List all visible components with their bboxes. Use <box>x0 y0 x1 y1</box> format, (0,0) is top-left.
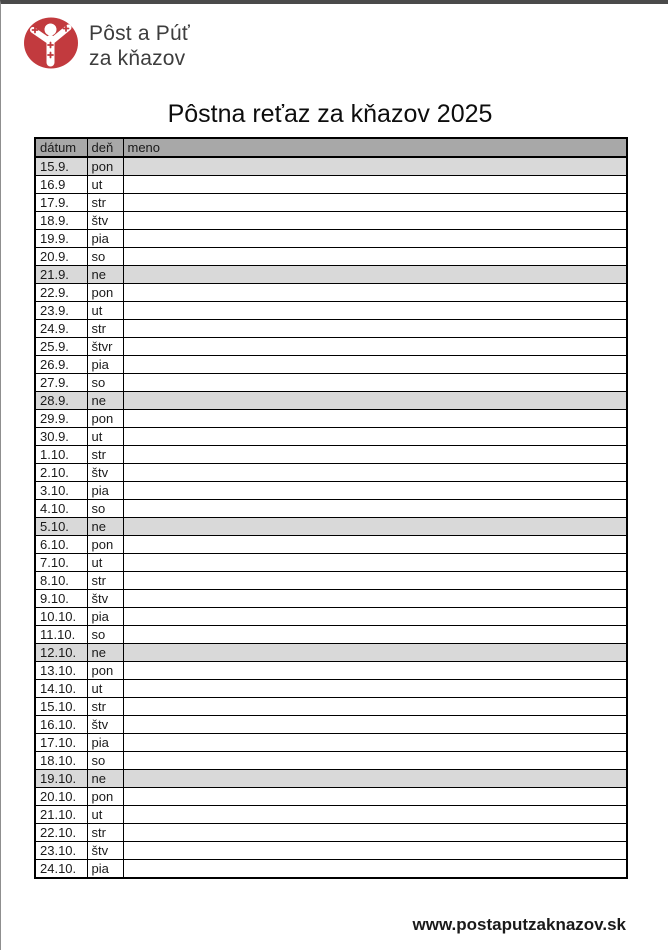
table-row <box>35 248 627 266</box>
day-cell: pia <box>87 734 123 752</box>
name-cell <box>123 590 627 608</box>
day-cell: str <box>87 824 123 842</box>
name-cell <box>123 157 627 176</box>
table-row <box>35 860 627 879</box>
name-cell <box>123 194 627 212</box>
table-row <box>35 212 627 230</box>
day-cell: ut <box>87 806 123 824</box>
day-cell: štv <box>87 464 123 482</box>
date-cell: 17.9. <box>35 194 87 212</box>
date-cell: 18.9. <box>35 212 87 230</box>
date-cell: 11.10. <box>35 626 87 644</box>
date-cell: 22.9. <box>35 284 87 302</box>
date-cell: 16.9 <box>35 176 87 194</box>
day-cell: pia <box>87 356 123 374</box>
table-row <box>35 626 627 644</box>
table-row <box>35 392 627 410</box>
date-cell: 21.9. <box>35 266 87 284</box>
day-cell: ut <box>87 554 123 572</box>
table-row <box>35 662 627 680</box>
table-row <box>35 518 627 536</box>
day-cell: ut <box>87 302 123 320</box>
name-cell <box>123 860 627 879</box>
table-row <box>35 824 627 842</box>
logo-line-2: za kňazov <box>89 46 186 70</box>
day-cell: ut <box>87 428 123 446</box>
day-cell: str <box>87 320 123 338</box>
page-title: Pôstna reťaz za kňazov 2025 <box>167 100 493 128</box>
day-cell: so <box>87 374 123 392</box>
day-cell: ne <box>87 392 123 410</box>
date-cell: 10.10. <box>35 608 87 626</box>
table-row <box>35 590 627 608</box>
date-cell: 29.9. <box>35 410 87 428</box>
day-cell: pon <box>87 410 123 428</box>
day-cell: str <box>87 446 123 464</box>
day-cell: štv <box>87 716 123 734</box>
table-row <box>35 356 627 374</box>
day-cell: str <box>87 572 123 590</box>
table-row <box>35 410 627 428</box>
day-cell: so <box>87 500 123 518</box>
day-cell: pia <box>87 608 123 626</box>
name-cell <box>123 374 627 392</box>
date-cell: 13.10. <box>35 662 87 680</box>
day-cell: štvr <box>87 338 123 356</box>
name-cell <box>123 662 627 680</box>
name-cell <box>123 230 627 248</box>
date-cell: 15.10. <box>35 698 87 716</box>
date-cell: 3.10. <box>35 482 87 500</box>
table-row <box>35 806 627 824</box>
priest-figure-icon <box>23 16 79 75</box>
name-cell <box>123 338 627 356</box>
table-row <box>35 608 627 626</box>
table-row <box>35 320 627 338</box>
name-cell <box>123 392 627 410</box>
table-row <box>35 482 627 500</box>
date-cell: 23.10. <box>35 842 87 860</box>
name-cell <box>123 770 627 788</box>
name-cell <box>123 644 627 662</box>
name-cell <box>123 824 627 842</box>
date-cell: 28.9. <box>35 392 87 410</box>
day-cell: ne <box>87 518 123 536</box>
day-cell: ut <box>87 176 123 194</box>
column-header-meno: meno <box>123 138 627 157</box>
day-cell: pon <box>87 284 123 302</box>
date-cell: 24.10. <box>35 860 87 879</box>
day-cell: so <box>87 752 123 770</box>
name-cell <box>123 752 627 770</box>
name-cell <box>123 266 627 284</box>
day-cell: pon <box>87 157 123 176</box>
table-row <box>35 716 627 734</box>
date-cell: 2.10. <box>35 464 87 482</box>
name-cell <box>123 572 627 590</box>
date-cell: 15.9. <box>35 157 87 176</box>
name-cell <box>123 410 627 428</box>
date-cell: 30.9. <box>35 428 87 446</box>
day-cell: pon <box>87 536 123 554</box>
name-cell <box>123 608 627 626</box>
date-cell: 19.9. <box>35 230 87 248</box>
name-cell <box>123 680 627 698</box>
name-cell <box>123 734 627 752</box>
logo-line-1: Pôst a Púť <box>89 21 190 45</box>
date-cell: 7.10. <box>35 554 87 572</box>
name-cell <box>123 536 627 554</box>
table-row <box>35 194 627 212</box>
day-cell: ne <box>87 644 123 662</box>
name-cell <box>123 698 627 716</box>
date-cell: 14.10. <box>35 680 87 698</box>
date-cell: 19.10. <box>35 770 87 788</box>
table-row <box>35 770 627 788</box>
table-row <box>35 302 627 320</box>
date-cell: 16.10. <box>35 716 87 734</box>
name-cell <box>123 806 627 824</box>
logo-wordmark <box>89 21 190 71</box>
day-cell: str <box>87 194 123 212</box>
table-row <box>35 842 627 860</box>
name-cell <box>123 284 627 302</box>
date-cell: 5.10. <box>35 518 87 536</box>
name-cell <box>123 176 627 194</box>
table-row <box>35 680 627 698</box>
table-row <box>35 230 627 248</box>
date-cell: 1.10. <box>35 446 87 464</box>
date-cell: 21.10. <box>35 806 87 824</box>
date-cell: 22.10. <box>35 824 87 842</box>
table-row <box>35 338 627 356</box>
table-row <box>35 157 627 176</box>
date-cell: 25.9. <box>35 338 87 356</box>
day-cell: pia <box>87 230 123 248</box>
name-cell <box>123 842 627 860</box>
table-row <box>35 500 627 518</box>
day-cell: pia <box>87 482 123 500</box>
table-row <box>35 374 627 392</box>
date-cell: 9.10. <box>35 590 87 608</box>
day-cell: str <box>87 698 123 716</box>
date-cell: 23.9. <box>35 302 87 320</box>
footer-website-url: www.postaputzaknazov.sk <box>412 915 626 934</box>
table-row <box>35 698 627 716</box>
table-header-row <box>35 138 627 157</box>
date-cell: 26.9. <box>35 356 87 374</box>
day-cell: ne <box>87 770 123 788</box>
date-cell: 18.10. <box>35 752 87 770</box>
date-cell: 8.10. <box>35 572 87 590</box>
date-cell: 20.9. <box>35 248 87 266</box>
date-cell: 17.10. <box>35 734 87 752</box>
name-cell <box>123 554 627 572</box>
day-cell: pon <box>87 662 123 680</box>
table-row <box>35 644 627 662</box>
table-row <box>35 788 627 806</box>
name-cell <box>123 482 627 500</box>
table-row <box>35 176 627 194</box>
date-cell: 20.10. <box>35 788 87 806</box>
name-cell <box>123 518 627 536</box>
day-cell: ne <box>87 266 123 284</box>
table-row <box>35 464 627 482</box>
date-cell: 12.10. <box>35 644 87 662</box>
name-cell <box>123 446 627 464</box>
column-header-datum: dátum <box>35 138 87 157</box>
name-cell <box>123 212 627 230</box>
name-cell <box>123 248 627 266</box>
day-cell: pia <box>87 860 123 879</box>
date-cell: 4.10. <box>35 500 87 518</box>
day-cell: štv <box>87 590 123 608</box>
day-cell: so <box>87 248 123 266</box>
date-cell: 24.9. <box>35 320 87 338</box>
table-row <box>35 734 627 752</box>
logo <box>23 16 190 75</box>
day-cell: štv <box>87 212 123 230</box>
date-cell: 27.9. <box>35 374 87 392</box>
table-row <box>35 428 627 446</box>
date-cell: 6.10. <box>35 536 87 554</box>
name-cell <box>123 356 627 374</box>
day-cell: pon <box>87 788 123 806</box>
name-cell <box>123 428 627 446</box>
name-cell <box>123 626 627 644</box>
name-cell <box>123 788 627 806</box>
name-cell <box>123 716 627 734</box>
table-body <box>35 157 627 878</box>
name-cell <box>123 320 627 338</box>
table-row <box>35 266 627 284</box>
column-header-den: deň <box>87 138 123 157</box>
name-cell <box>123 464 627 482</box>
name-cell <box>123 500 627 518</box>
day-cell: štv <box>87 842 123 860</box>
schedule-table <box>34 137 628 879</box>
day-cell: ut <box>87 680 123 698</box>
table-row <box>35 752 627 770</box>
name-cell <box>123 302 627 320</box>
table-row <box>35 536 627 554</box>
table-row <box>35 554 627 572</box>
table-row <box>35 572 627 590</box>
table-row <box>35 284 627 302</box>
table-row <box>35 446 627 464</box>
day-cell: so <box>87 626 123 644</box>
